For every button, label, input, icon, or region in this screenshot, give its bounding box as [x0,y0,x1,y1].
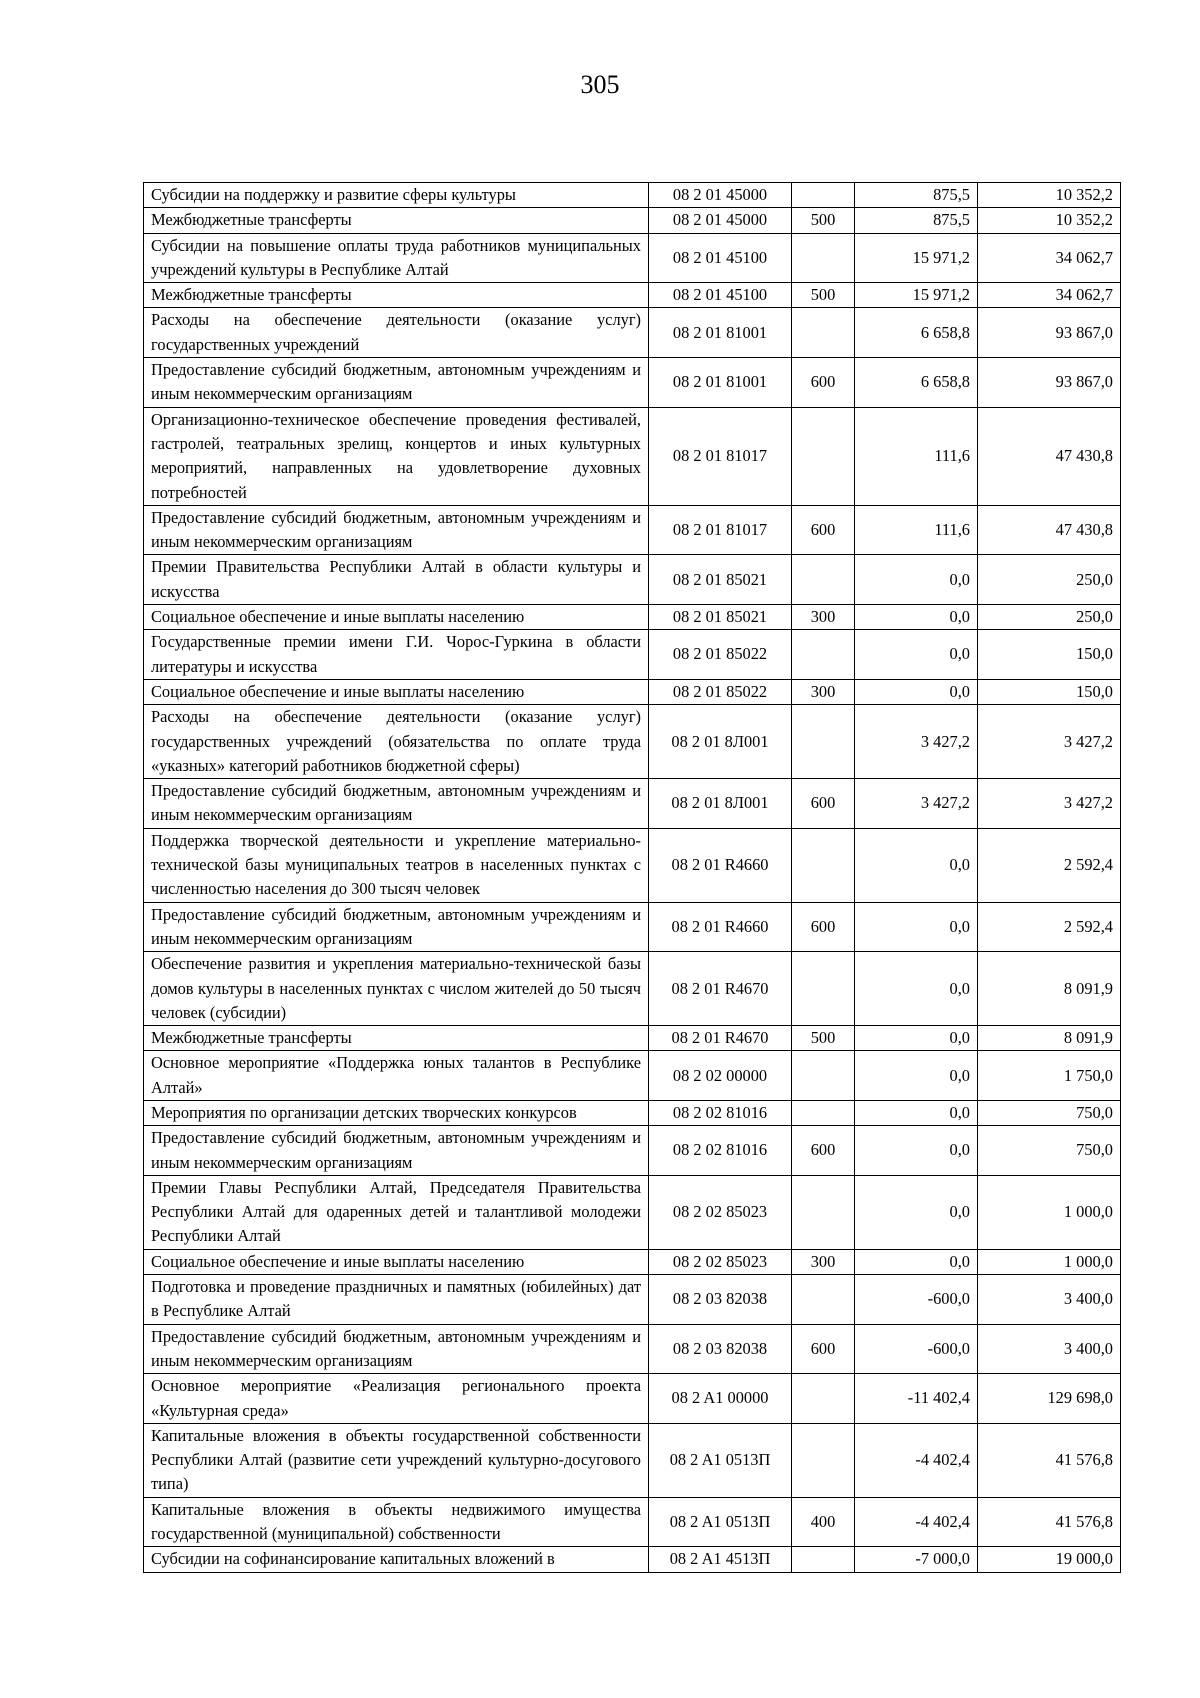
table-row [144,1175,1121,1249]
cell-amount-change: 0,0 [855,1026,978,1051]
cell-amount-change: -600,0 [855,1275,978,1325]
cell-expense-type [792,705,855,779]
cell-amount-total: 93 867,0 [978,358,1121,408]
cell-expense-type: 600 [792,1324,855,1374]
cell-target-code: 08 2 01 45100 [649,233,792,283]
cell-expense-type [792,1175,855,1249]
cell-expense-type: 300 [792,1249,855,1274]
cell-name: Предоставление субсидий бюджетным, автономным учреждениям и иным некоммерческим организациям [144,358,649,408]
cell-amount-total: 750,0 [978,1100,1121,1125]
table-row [144,1374,1121,1424]
cell-amount-total: 250,0 [978,605,1121,630]
cell-name: Предоставление субсидий бюджетным, автономным учреждениям и иным некоммерческим организациям [144,505,649,555]
cell-amount-total: 3 427,2 [978,779,1121,829]
cell-expense-type: 600 [792,1126,855,1176]
cell-amount-change: 3 427,2 [855,779,978,829]
table-row [144,308,1121,358]
cell-expense-type [792,630,855,680]
cell-name: Межбюджетные трансферты [144,208,649,233]
cell-amount-change: 0,0 [855,952,978,1026]
cell-expense-type [792,1051,855,1101]
cell-amount-total: 2 592,4 [978,902,1121,952]
cell-amount-total: 10 352,2 [978,183,1121,208]
table-row [144,779,1121,829]
cell-amount-change: -7 000,0 [855,1547,978,1572]
cell-amount-change: 0,0 [855,679,978,704]
cell-name: Межбюджетные трансферты [144,283,649,308]
cell-target-code: 08 2 01 85021 [649,555,792,605]
cell-amount-total: 93 867,0 [978,308,1121,358]
cell-expense-type: 600 [792,358,855,408]
cell-target-code: 08 2 01 85022 [649,679,792,704]
cell-amount-total: 1 000,0 [978,1249,1121,1274]
cell-name: Обеспечение развития и укрепления материально-технической базы домов культуры в населенных пунктах с числом жителей до 50 тысяч человек (субсидии) [144,952,649,1026]
table-row [144,1324,1121,1374]
table-row [144,1126,1121,1176]
cell-amount-total: 34 062,7 [978,283,1121,308]
table-row [144,1100,1121,1125]
cell-target-code: 08 2 03 82038 [649,1275,792,1325]
cell-amount-total: 3 400,0 [978,1275,1121,1325]
table-row [144,902,1121,952]
cell-expense-type: 600 [792,505,855,555]
cell-name: Субсидии на поддержку и развитие сферы культуры [144,183,649,208]
cell-amount-change: 0,0 [855,555,978,605]
cell-amount-change: -4 402,4 [855,1497,978,1547]
table-row [144,679,1121,704]
table-row [144,208,1121,233]
cell-amount-change: 0,0 [855,1100,978,1125]
cell-target-code: 08 2 02 85023 [649,1175,792,1249]
cell-name: Основное мероприятие «Реализация регионального проекта «Культурная среда» [144,1374,649,1424]
cell-expense-type [792,308,855,358]
cell-amount-change: 0,0 [855,902,978,952]
cell-amount-total: 10 352,2 [978,208,1121,233]
cell-expense-type: 600 [792,902,855,952]
budget-table [143,182,1121,1573]
table-row [144,358,1121,408]
cell-amount-change: 3 427,2 [855,705,978,779]
cell-amount-change: 111,6 [855,407,978,505]
cell-name: Мероприятия по организации детских творческих конкурсов [144,1100,649,1125]
cell-target-code: 08 2 01 85021 [649,605,792,630]
cell-expense-type [792,1100,855,1125]
cell-expense-type [792,233,855,283]
cell-amount-change: 15 971,2 [855,233,978,283]
cell-target-code: 08 2 01 8Л001 [649,779,792,829]
table-row [144,505,1121,555]
cell-amount-total: 41 576,8 [978,1423,1121,1497]
cell-target-code: 08 2 01 81001 [649,308,792,358]
cell-target-code: 08 2 01 81017 [649,407,792,505]
cell-amount-total: 150,0 [978,630,1121,680]
cell-expense-type [792,1547,855,1572]
cell-target-code: 08 2 A1 4513П [649,1547,792,1572]
cell-amount-total: 47 430,8 [978,407,1121,505]
cell-amount-total: 34 062,7 [978,233,1121,283]
table-row [144,283,1121,308]
table-row [144,1051,1121,1101]
cell-name: Субсидии на софинансирование капитальных вложений в [144,1547,649,1572]
cell-name: Субсидии на повышение оплаты труда работников муниципальных учреждений культуры в Республике Алтай [144,233,649,283]
cell-name: Социальное обеспечение и иные выплаты населению [144,679,649,704]
cell-amount-change: 0,0 [855,605,978,630]
cell-target-code: 08 2 03 82038 [649,1324,792,1374]
cell-amount-total: 8 091,9 [978,952,1121,1026]
cell-target-code: 08 2 02 81016 [649,1126,792,1176]
table-row [144,1497,1121,1547]
cell-amount-change: 0,0 [855,1249,978,1274]
cell-target-code: 08 2 02 85023 [649,1249,792,1274]
cell-amount-total: 3 400,0 [978,1324,1121,1374]
cell-name: Предоставление субсидий бюджетным, автономным учреждениям и иным некоммерческим организациям [144,1126,649,1176]
cell-name: Премии Главы Республики Алтай, Председателя Правительства Республики Алтай для одаренных детей и талантливой молодежи Республики Алтай [144,1175,649,1249]
cell-amount-total: 150,0 [978,679,1121,704]
cell-expense-type [792,407,855,505]
cell-amount-change: 0,0 [855,828,978,902]
cell-amount-change: 0,0 [855,1175,978,1249]
cell-amount-total: 750,0 [978,1126,1121,1176]
cell-target-code: 08 2 01 45000 [649,208,792,233]
cell-expense-type [792,1423,855,1497]
cell-target-code: 08 2 A1 00000 [649,1374,792,1424]
cell-amount-change: -600,0 [855,1324,978,1374]
cell-expense-type: 500 [792,283,855,308]
cell-amount-change: 6 658,8 [855,308,978,358]
cell-target-code: 08 2 01 85022 [649,630,792,680]
cell-name: Поддержка творческой деятельности и укрепление материально-технической базы муниципальных театров в населенных пунктах с численностью населения до 300 тысяч человек [144,828,649,902]
table-row [144,1275,1121,1325]
cell-expense-type: 400 [792,1497,855,1547]
budget-table-body [144,183,1121,1573]
cell-amount-total: 1 750,0 [978,1051,1121,1101]
table-row [144,605,1121,630]
table-row [144,1423,1121,1497]
cell-amount-change: 15 971,2 [855,283,978,308]
cell-amount-change: -4 402,4 [855,1423,978,1497]
table-row [144,555,1121,605]
cell-amount-change: -11 402,4 [855,1374,978,1424]
table-row [144,828,1121,902]
cell-target-code: 08 2 01 81017 [649,505,792,555]
cell-amount-change: 0,0 [855,1126,978,1176]
cell-name: Межбюджетные трансферты [144,1026,649,1051]
cell-name: Основное мероприятие «Поддержка юных талантов в Республике Алтай» [144,1051,649,1101]
table-row [144,1026,1121,1051]
cell-expense-type: 300 [792,605,855,630]
cell-target-code: 08 2 02 81016 [649,1100,792,1125]
cell-name: Государственные премии имени Г.И. Чорос-Гуркина в области литературы и искусства [144,630,649,680]
cell-amount-change: 111,6 [855,505,978,555]
cell-amount-total: 19 000,0 [978,1547,1121,1572]
cell-amount-total: 3 427,2 [978,705,1121,779]
cell-amount-total: 129 698,0 [978,1374,1121,1424]
cell-amount-total: 8 091,9 [978,1026,1121,1051]
cell-amount-change: 0,0 [855,1051,978,1101]
table-row [144,1547,1121,1572]
cell-name: Премии Правительства Республики Алтай в области культуры и искусства [144,555,649,605]
cell-target-code: 08 2 01 R4660 [649,902,792,952]
cell-name: Предоставление субсидий бюджетным, автономным учреждениям и иным некоммерческим организациям [144,779,649,829]
cell-name: Расходы на обеспечение деятельности (оказание услуг) государственных учреждений [144,308,649,358]
table-row [144,407,1121,505]
cell-expense-type [792,828,855,902]
table-row [144,233,1121,283]
cell-amount-change: 875,5 [855,183,978,208]
cell-target-code: 08 2 01 R4660 [649,828,792,902]
page-number: 305 [580,70,620,99]
cell-target-code: 08 2 01 81001 [649,358,792,408]
table-row [144,952,1121,1026]
cell-target-code: 08 2 01 R4670 [649,952,792,1026]
cell-target-code: 08 2 A1 0513П [649,1497,792,1547]
cell-name: Подготовка и проведение праздничных и памятных (юбилейных) дат в Республике Алтай [144,1275,649,1325]
cell-expense-type [792,183,855,208]
cell-target-code: 08 2 01 8Л001 [649,705,792,779]
table-row [144,183,1121,208]
cell-expense-type [792,1374,855,1424]
cell-target-code: 08 2 02 00000 [649,1051,792,1101]
cell-amount-total: 2 592,4 [978,828,1121,902]
cell-name: Социальное обеспечение и иные выплаты населению [144,1249,649,1274]
table-row [144,630,1121,680]
cell-expense-type: 600 [792,779,855,829]
cell-name: Социальное обеспечение и иные выплаты населению [144,605,649,630]
table-row [144,705,1121,779]
cell-name: Предоставление субсидий бюджетным, автономным учреждениям и иным некоммерческим организациям [144,1324,649,1374]
cell-target-code: 08 2 01 R4670 [649,1026,792,1051]
cell-expense-type [792,555,855,605]
cell-expense-type: 500 [792,208,855,233]
cell-target-code: 08 2 01 45000 [649,183,792,208]
cell-expense-type: 300 [792,679,855,704]
cell-amount-change: 875,5 [855,208,978,233]
cell-name: Предоставление субсидий бюджетным, автономным учреждениям и иным некоммерческим организациям [144,902,649,952]
cell-target-code: 08 2 A1 0513П [649,1423,792,1497]
table-row [144,1249,1121,1274]
cell-expense-type [792,1275,855,1325]
cell-name: Организационно-техническое обеспечение проведения фестивалей, гастролей, театральных зрелищ, концертов и иных культурных мероприятий, направленных на удовлетворение духовных потребностей [144,407,649,505]
cell-amount-total: 41 576,8 [978,1497,1121,1547]
cell-amount-total: 47 430,8 [978,505,1121,555]
cell-name: Капитальные вложения в объекты недвижимого имущества государственной (муниципальной) собственности [144,1497,649,1547]
cell-name: Капитальные вложения в объекты государственной собственности Республики Алтай (развитие сети учреждений культурно-досугового типа) [144,1423,649,1497]
cell-expense-type: 500 [792,1026,855,1051]
cell-name: Расходы на обеспечение деятельности (оказание услуг) государственных учреждений (обязательства по оплате труда «указных» категорий работников бюджетной сферы) [144,705,649,779]
cell-amount-total: 1 000,0 [978,1175,1121,1249]
cell-expense-type [792,952,855,1026]
cell-target-code: 08 2 01 45100 [649,283,792,308]
cell-amount-total: 250,0 [978,555,1121,605]
cell-amount-change: 6 658,8 [855,358,978,408]
cell-amount-change: 0,0 [855,630,978,680]
